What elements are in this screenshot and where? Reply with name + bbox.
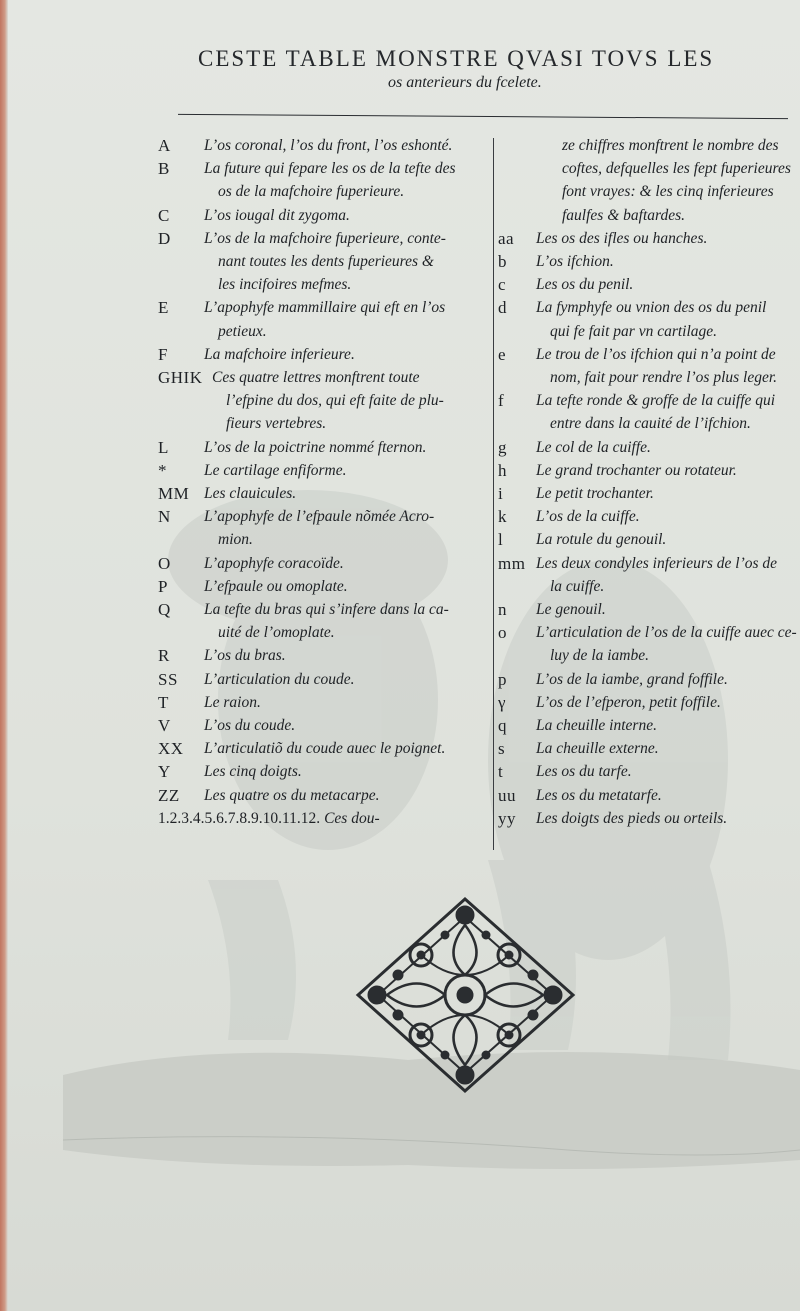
legend-line: Les os du metatarfe. <box>536 786 662 804</box>
legend-key: l <box>498 530 504 550</box>
legend-line: L’os de la cuiffe. <box>536 508 640 526</box>
legend-entry <box>498 807 798 830</box>
legend-text <box>534 459 798 482</box>
legend-entry <box>498 389 798 435</box>
legend-entry <box>158 691 488 714</box>
legend-key: yy <box>498 808 516 828</box>
legend-entry <box>498 250 798 273</box>
legend-key: L <box>158 437 169 457</box>
legend-entry <box>498 273 798 296</box>
legend-entry <box>158 760 488 783</box>
legend-entry <box>158 552 488 575</box>
legend-entry <box>498 343 798 389</box>
legend-text <box>202 575 488 598</box>
legend-line: Les quatre os du metacarpe. <box>204 786 380 804</box>
legend-key: E <box>158 298 169 318</box>
legend-key: V <box>158 716 171 736</box>
legend-text <box>534 552 798 598</box>
legend-key: SS <box>158 669 178 689</box>
legend-text <box>202 737 488 760</box>
legend-key: f <box>498 391 505 411</box>
legend-line: L’os de la poictrine nommé fternon. <box>204 438 427 456</box>
legend-key: n <box>498 600 507 620</box>
legend-line: La rotule du genouil. <box>536 531 667 549</box>
legend-text <box>202 436 488 459</box>
legend-line: Ces quatre lettres monftrent toute <box>212 369 420 387</box>
legend-entry <box>498 691 798 714</box>
rib-continuation: coftes, defquelles les fept fuperieures <box>562 160 791 178</box>
legend-key: C <box>158 205 170 225</box>
legend-entry <box>158 598 488 644</box>
legend-entry <box>158 157 488 203</box>
legend-line: Les os du penil. <box>536 276 634 294</box>
right-legend-column <box>498 134 798 830</box>
legend-line: L’articulation de l’os de la cuiffe auec ce- <box>536 624 797 642</box>
legend-text <box>202 505 488 551</box>
legend-line: Le grand trochanter ou rotateur. <box>536 461 737 479</box>
legend-key: MM <box>158 484 190 504</box>
legend-line: nom, fait pour rendre l’os plus leger. <box>550 369 778 387</box>
legend-key: c <box>498 275 507 295</box>
rib-numbers-line <box>158 807 488 830</box>
legend-text <box>202 644 488 667</box>
legend-key: uu <box>498 785 516 805</box>
legend-key: i <box>498 484 504 504</box>
legend-key: XX <box>158 739 184 759</box>
legend-entry <box>498 227 798 250</box>
legend-line: La mafchoire inferieure. <box>204 345 355 363</box>
legend-text <box>202 691 488 714</box>
legend-key: P <box>158 576 168 596</box>
legend-line: les incifoires mefmes. <box>218 276 352 294</box>
legend-text <box>534 389 798 435</box>
legend-line: petieux. <box>218 322 267 340</box>
legend-entry <box>498 482 798 505</box>
legend-entry <box>498 296 798 342</box>
legend-text <box>210 366 488 436</box>
legend-line: L’apophyfe mammillaire qui eft en l’os <box>204 299 446 317</box>
legend-text <box>534 714 798 737</box>
legend-line: qui fe fait par vn cartilage. <box>550 322 718 340</box>
legend-text <box>534 436 798 459</box>
legend-entry <box>498 621 798 667</box>
legend-entry <box>158 505 488 551</box>
legend-entry <box>158 482 488 505</box>
legend-line: L’apophyfe coracoïde. <box>204 554 344 572</box>
legend-text <box>202 760 488 783</box>
legend-text <box>534 505 798 528</box>
legend-key: b <box>498 252 507 272</box>
legend-entry <box>158 296 488 342</box>
legend-line: l’efpine du dos, qui eft faite de plu- <box>226 392 444 410</box>
legend-entry <box>158 784 488 807</box>
legend-line: L’apophyfe de l’efpaule nõmée Acro- <box>204 508 435 526</box>
legend-key: k <box>498 507 507 527</box>
column-divider <box>493 138 494 850</box>
legend-key: * <box>158 460 167 480</box>
legend-line: nant toutes les dents fuperieures & <box>218 253 434 271</box>
legend-text <box>202 134 488 157</box>
legend-entry <box>498 714 798 737</box>
legend-key: g <box>498 437 507 457</box>
legend-line: la cuiffe. <box>550 577 605 595</box>
legend-line: Les os des ifles ou hanches. <box>536 229 708 247</box>
legend-line: La cheuille interne. <box>536 717 657 735</box>
legend-key: mm <box>498 553 526 573</box>
legend-entry <box>158 343 488 366</box>
legend-line: L’os de l’efperon, petit foffile. <box>536 693 721 711</box>
legend-key: GHIK <box>158 368 203 388</box>
legend-entry <box>498 436 798 459</box>
legend-text <box>534 784 798 807</box>
legend-line: L’articulation du coude. <box>204 670 355 688</box>
legend-key: R <box>158 646 170 666</box>
legend-key: B <box>158 159 170 179</box>
legend-line: L’efpaule ou omoplate. <box>204 577 348 595</box>
legend-line: La tefte ronde & groffe de la cuiffe qui <box>536 392 776 410</box>
printers-ornament-icon <box>353 895 578 1095</box>
legend-key: O <box>158 553 171 573</box>
rib-continuation: ze chiffres monftrent le nombre des <box>562 137 779 154</box>
legend-line: L’os de la mafchoire fuperieure, conte- <box>204 229 446 247</box>
legend-line: Le cartilage enfiforme. <box>204 461 347 479</box>
legend-text <box>534 250 798 273</box>
rib-numbers-text: Ces dou- <box>324 809 380 827</box>
legend-line: La tefte du bras qui s’infere dans la ca- <box>204 601 449 619</box>
legend-key: e <box>498 344 507 364</box>
legend-entry <box>498 737 798 760</box>
legend-text <box>534 691 798 714</box>
page-edge <box>0 0 8 1311</box>
legend-entry <box>158 134 488 157</box>
book-page <box>8 0 800 1311</box>
legend-line: L’os ifchion. <box>536 253 614 271</box>
legend-key: s <box>498 739 506 759</box>
legend-entry <box>158 436 488 459</box>
legend-text <box>534 760 798 783</box>
legend-text <box>534 737 798 760</box>
legend-entry <box>158 644 488 667</box>
legend-line: os de la mafchoire fuperieure. <box>218 183 405 201</box>
legend-key: Q <box>158 600 171 620</box>
legend-line: luy de la iambe. <box>550 647 650 665</box>
legend-line: L’os du bras. <box>204 647 286 665</box>
legend-line: L’os de la iambe, grand foffile. <box>536 670 728 688</box>
legend-entry <box>498 598 798 621</box>
legend-key: D <box>158 228 171 248</box>
legend-line: L’os du coude. <box>204 717 296 735</box>
legend-line: Les cinq doigts. <box>204 763 302 781</box>
legend-entry <box>158 366 488 436</box>
legend-entry <box>158 737 488 760</box>
legend-line: Le trou de l’os ifchion qui n’a point de <box>536 345 776 363</box>
legend-line: mion. <box>218 531 253 549</box>
legend-key: q <box>498 716 507 736</box>
legend-entry <box>498 505 798 528</box>
legend-key: ZZ <box>158 785 180 805</box>
legend-text <box>202 227 488 297</box>
legend-line: L’os iougal dit zygoma. <box>204 206 350 224</box>
legend-line: entre dans la cauité de l’ifchion. <box>550 415 751 433</box>
legend-entry <box>498 528 798 551</box>
legend-key: γ <box>498 692 507 712</box>
legend-line: La future qui fepare les os de la tefte des <box>204 160 456 178</box>
legend-entry <box>498 760 798 783</box>
legend-entry <box>158 575 488 598</box>
legend-key: N <box>158 507 171 527</box>
legend-text <box>202 343 488 366</box>
legend-entry <box>158 227 488 297</box>
legend-line: Les os du tarfe. <box>536 763 632 781</box>
rib-continuation: font vrayes: & les cinq inferieures <box>562 183 774 201</box>
rib-continuation: faulfes & baftardes. <box>562 206 685 224</box>
legend-key: aa <box>498 228 515 248</box>
legend-text <box>202 552 488 575</box>
rib-numbers: 1.2.3.4.5.6.7.8.9.10.11.12. <box>158 809 321 827</box>
legend-text <box>534 668 798 691</box>
legend-text <box>202 668 488 691</box>
legend-text <box>534 621 798 667</box>
legend-line: Le raion. <box>204 693 261 711</box>
legend-entry <box>158 668 488 691</box>
legend-line: La fymphyfe ou vnion des os du penil <box>536 299 767 317</box>
legend-entry <box>158 204 488 227</box>
legend-line: Les clauicules. <box>204 485 297 503</box>
legend-text <box>202 204 488 227</box>
legend-text <box>534 227 798 250</box>
legend-entry <box>498 784 798 807</box>
legend-key: t <box>498 762 504 782</box>
legend-line: L’os coronal, l’os du front, l’os eshonté. <box>204 137 453 154</box>
legend-text <box>202 157 488 203</box>
legend-line: L’articulatiõ du coude auec le poignet. <box>204 740 446 758</box>
legend-entry <box>158 714 488 737</box>
legend-text <box>202 296 488 342</box>
legend-key: F <box>158 344 168 364</box>
legend-text <box>534 343 798 389</box>
legend-line: Le petit trochanter. <box>536 485 654 503</box>
legend-key: d <box>498 298 507 318</box>
legend-line: Les doigts des pieds ou orteils. <box>536 809 728 827</box>
legend-text <box>534 528 798 551</box>
legend-text <box>202 714 488 737</box>
legend-entry <box>498 552 798 598</box>
legend-text <box>202 598 488 644</box>
legend-text <box>202 482 488 505</box>
legend-text <box>534 807 798 830</box>
legend-key: h <box>498 460 507 480</box>
legend-line: uité de l’omoplate. <box>218 624 335 642</box>
page-title: CESTE TABLE MONSTRE QVASI TOVS LES <box>198 46 715 71</box>
legend-key: Y <box>158 762 171 782</box>
page-subtitle: os anterieurs du fcelete. <box>388 74 542 91</box>
legend-line: Le genouil. <box>536 601 606 619</box>
legend-line: Le col de la cuiffe. <box>536 438 651 456</box>
legend-entry <box>498 459 798 482</box>
legend-entry <box>498 668 798 691</box>
legend-line: fieurs vertebres. <box>226 415 327 433</box>
legend-key: T <box>158 692 169 712</box>
legend-text <box>534 273 798 296</box>
legend-text <box>534 598 798 621</box>
legend-key: p <box>498 669 507 689</box>
legend-entry <box>158 459 488 482</box>
legend-line: Les deux condyles inferieurs de l’os de <box>536 554 778 572</box>
legend-text <box>534 482 798 505</box>
legend-key: A <box>158 136 171 155</box>
legend-text <box>202 459 488 482</box>
legend-text <box>534 296 798 342</box>
legend-text <box>202 784 488 807</box>
left-legend-column <box>158 134 488 830</box>
legend-key: o <box>498 623 507 643</box>
legend-line: La cheuille externe. <box>536 740 659 758</box>
